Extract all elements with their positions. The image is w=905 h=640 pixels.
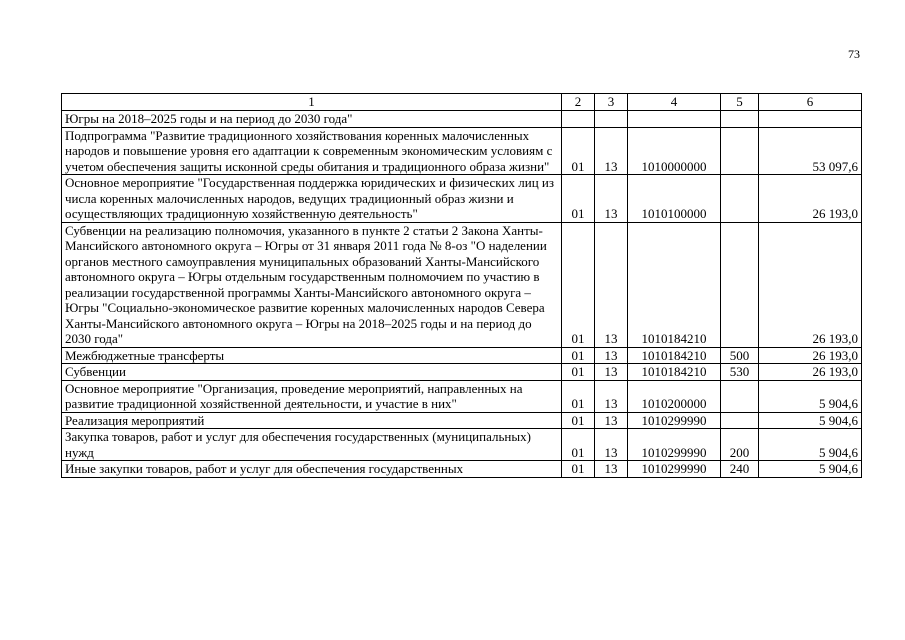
row-csr: 1010100000 (628, 175, 721, 223)
table-row (62, 222, 862, 347)
row-csr: 1010184210 (628, 364, 721, 381)
row-vr (721, 380, 759, 412)
row-sum: 5 904,6 (759, 380, 862, 412)
row-pr: 13 (595, 412, 628, 429)
table-row (62, 412, 862, 429)
row-pr: 13 (595, 380, 628, 412)
row-name: Подпрограмма "Развитие традиционного хозяйствования коренных малочисленных народов и повышение уровня его адаптации к современным экономическим условиям с учетом обеспечения защиты исконной среды обитания и традиционного образа жизни" (62, 127, 562, 175)
page-number: 73 (848, 47, 860, 61)
header-cell-2: 2 (562, 94, 595, 111)
row-sum: 26 193,0 (759, 222, 862, 347)
row-name: Субвенции на реализацию полномочия, указанного в пункте 2 статьи 2 Закона Ханты-Мансийского автономного округа – Югры от 31 января 2011 года № 8-оз "О наделении органов местного самоуправления муниципальных образований Ханты-Мансийского автономного округа – Югры отдельным государственным полномочием по участию в реализации государственной программы Ханты-Мансийского автономного округа – Югры "Социально-экономическое развитие коренных малочисленных народов Севера Ханты-Мансийского автономного округа – Югры на 2018–2025 годы и на период до 2030 года" (62, 222, 562, 347)
row-pr: 13 (595, 461, 628, 478)
row-pr (595, 111, 628, 128)
row-name: Субвенции (62, 364, 562, 381)
table-row (62, 111, 862, 128)
row-pr: 13 (595, 127, 628, 175)
row-rz: 01 (562, 461, 595, 478)
row-vr: 530 (721, 364, 759, 381)
row-sum (759, 111, 862, 128)
row-csr: 1010184210 (628, 222, 721, 347)
row-name: Реализация мероприятий (62, 412, 562, 429)
table-row (62, 175, 862, 223)
row-pr: 13 (595, 175, 628, 223)
header-cell-5: 5 (721, 94, 759, 111)
row-csr: 1010299990 (628, 429, 721, 461)
row-vr: 500 (721, 347, 759, 364)
row-name: Югры на 2018–2025 годы и на период до 2030 года" (62, 111, 562, 128)
row-name: Основное мероприятие "Государственная поддержка юридических и физических лиц из числа коренных малочисленных народов, ведущих традиционный образ жизни и осуществляющих традиционную хозяйственную деятельность" (62, 175, 562, 223)
budget-table (61, 93, 862, 478)
row-csr: 1010000000 (628, 127, 721, 175)
row-vr (721, 222, 759, 347)
row-pr: 13 (595, 429, 628, 461)
row-sum: 5 904,6 (759, 412, 862, 429)
row-vr (721, 175, 759, 223)
table-header-row (62, 94, 862, 111)
row-pr: 13 (595, 222, 628, 347)
row-name: Иные закупки товаров, работ и услуг для обеспечения государственных (62, 461, 562, 478)
row-sum: 5 904,6 (759, 429, 862, 461)
row-name: Основное мероприятие "Организация, проведение мероприятий, направленных на развитие традиционной хозяйственной деятельности, и участие в них" (62, 380, 562, 412)
row-rz: 01 (562, 347, 595, 364)
row-csr: 1010299990 (628, 412, 721, 429)
row-sum: 5 904,6 (759, 461, 862, 478)
table-row (62, 347, 862, 364)
row-rz: 01 (562, 412, 595, 429)
table-row (62, 380, 862, 412)
row-sum: 26 193,0 (759, 364, 862, 381)
row-rz (562, 111, 595, 128)
row-csr: 1010299990 (628, 461, 721, 478)
header-cell-6: 6 (759, 94, 862, 111)
header-cell-4: 4 (628, 94, 721, 111)
row-rz: 01 (562, 127, 595, 175)
row-vr: 200 (721, 429, 759, 461)
row-sum: 26 193,0 (759, 175, 862, 223)
table-row (62, 364, 862, 381)
table-row (62, 461, 862, 478)
row-vr (721, 127, 759, 175)
row-sum: 53 097,6 (759, 127, 862, 175)
table-row (62, 429, 862, 461)
row-vr (721, 111, 759, 128)
row-vr (721, 412, 759, 429)
header-cell-1: 1 (62, 94, 562, 111)
row-csr (628, 111, 721, 128)
row-pr: 13 (595, 347, 628, 364)
row-rz: 01 (562, 429, 595, 461)
row-rz: 01 (562, 222, 595, 347)
row-pr: 13 (595, 364, 628, 381)
row-rz: 01 (562, 364, 595, 381)
header-cell-3: 3 (595, 94, 628, 111)
row-name: Закупка товаров, работ и услуг для обеспечения государственных (муниципальных) нужд (62, 429, 562, 461)
row-csr: 1010200000 (628, 380, 721, 412)
row-name: Межбюджетные трансферты (62, 347, 562, 364)
row-rz: 01 (562, 380, 595, 412)
row-csr: 1010184210 (628, 347, 721, 364)
row-vr: 240 (721, 461, 759, 478)
row-sum: 26 193,0 (759, 347, 862, 364)
table-row (62, 127, 862, 175)
row-rz: 01 (562, 175, 595, 223)
